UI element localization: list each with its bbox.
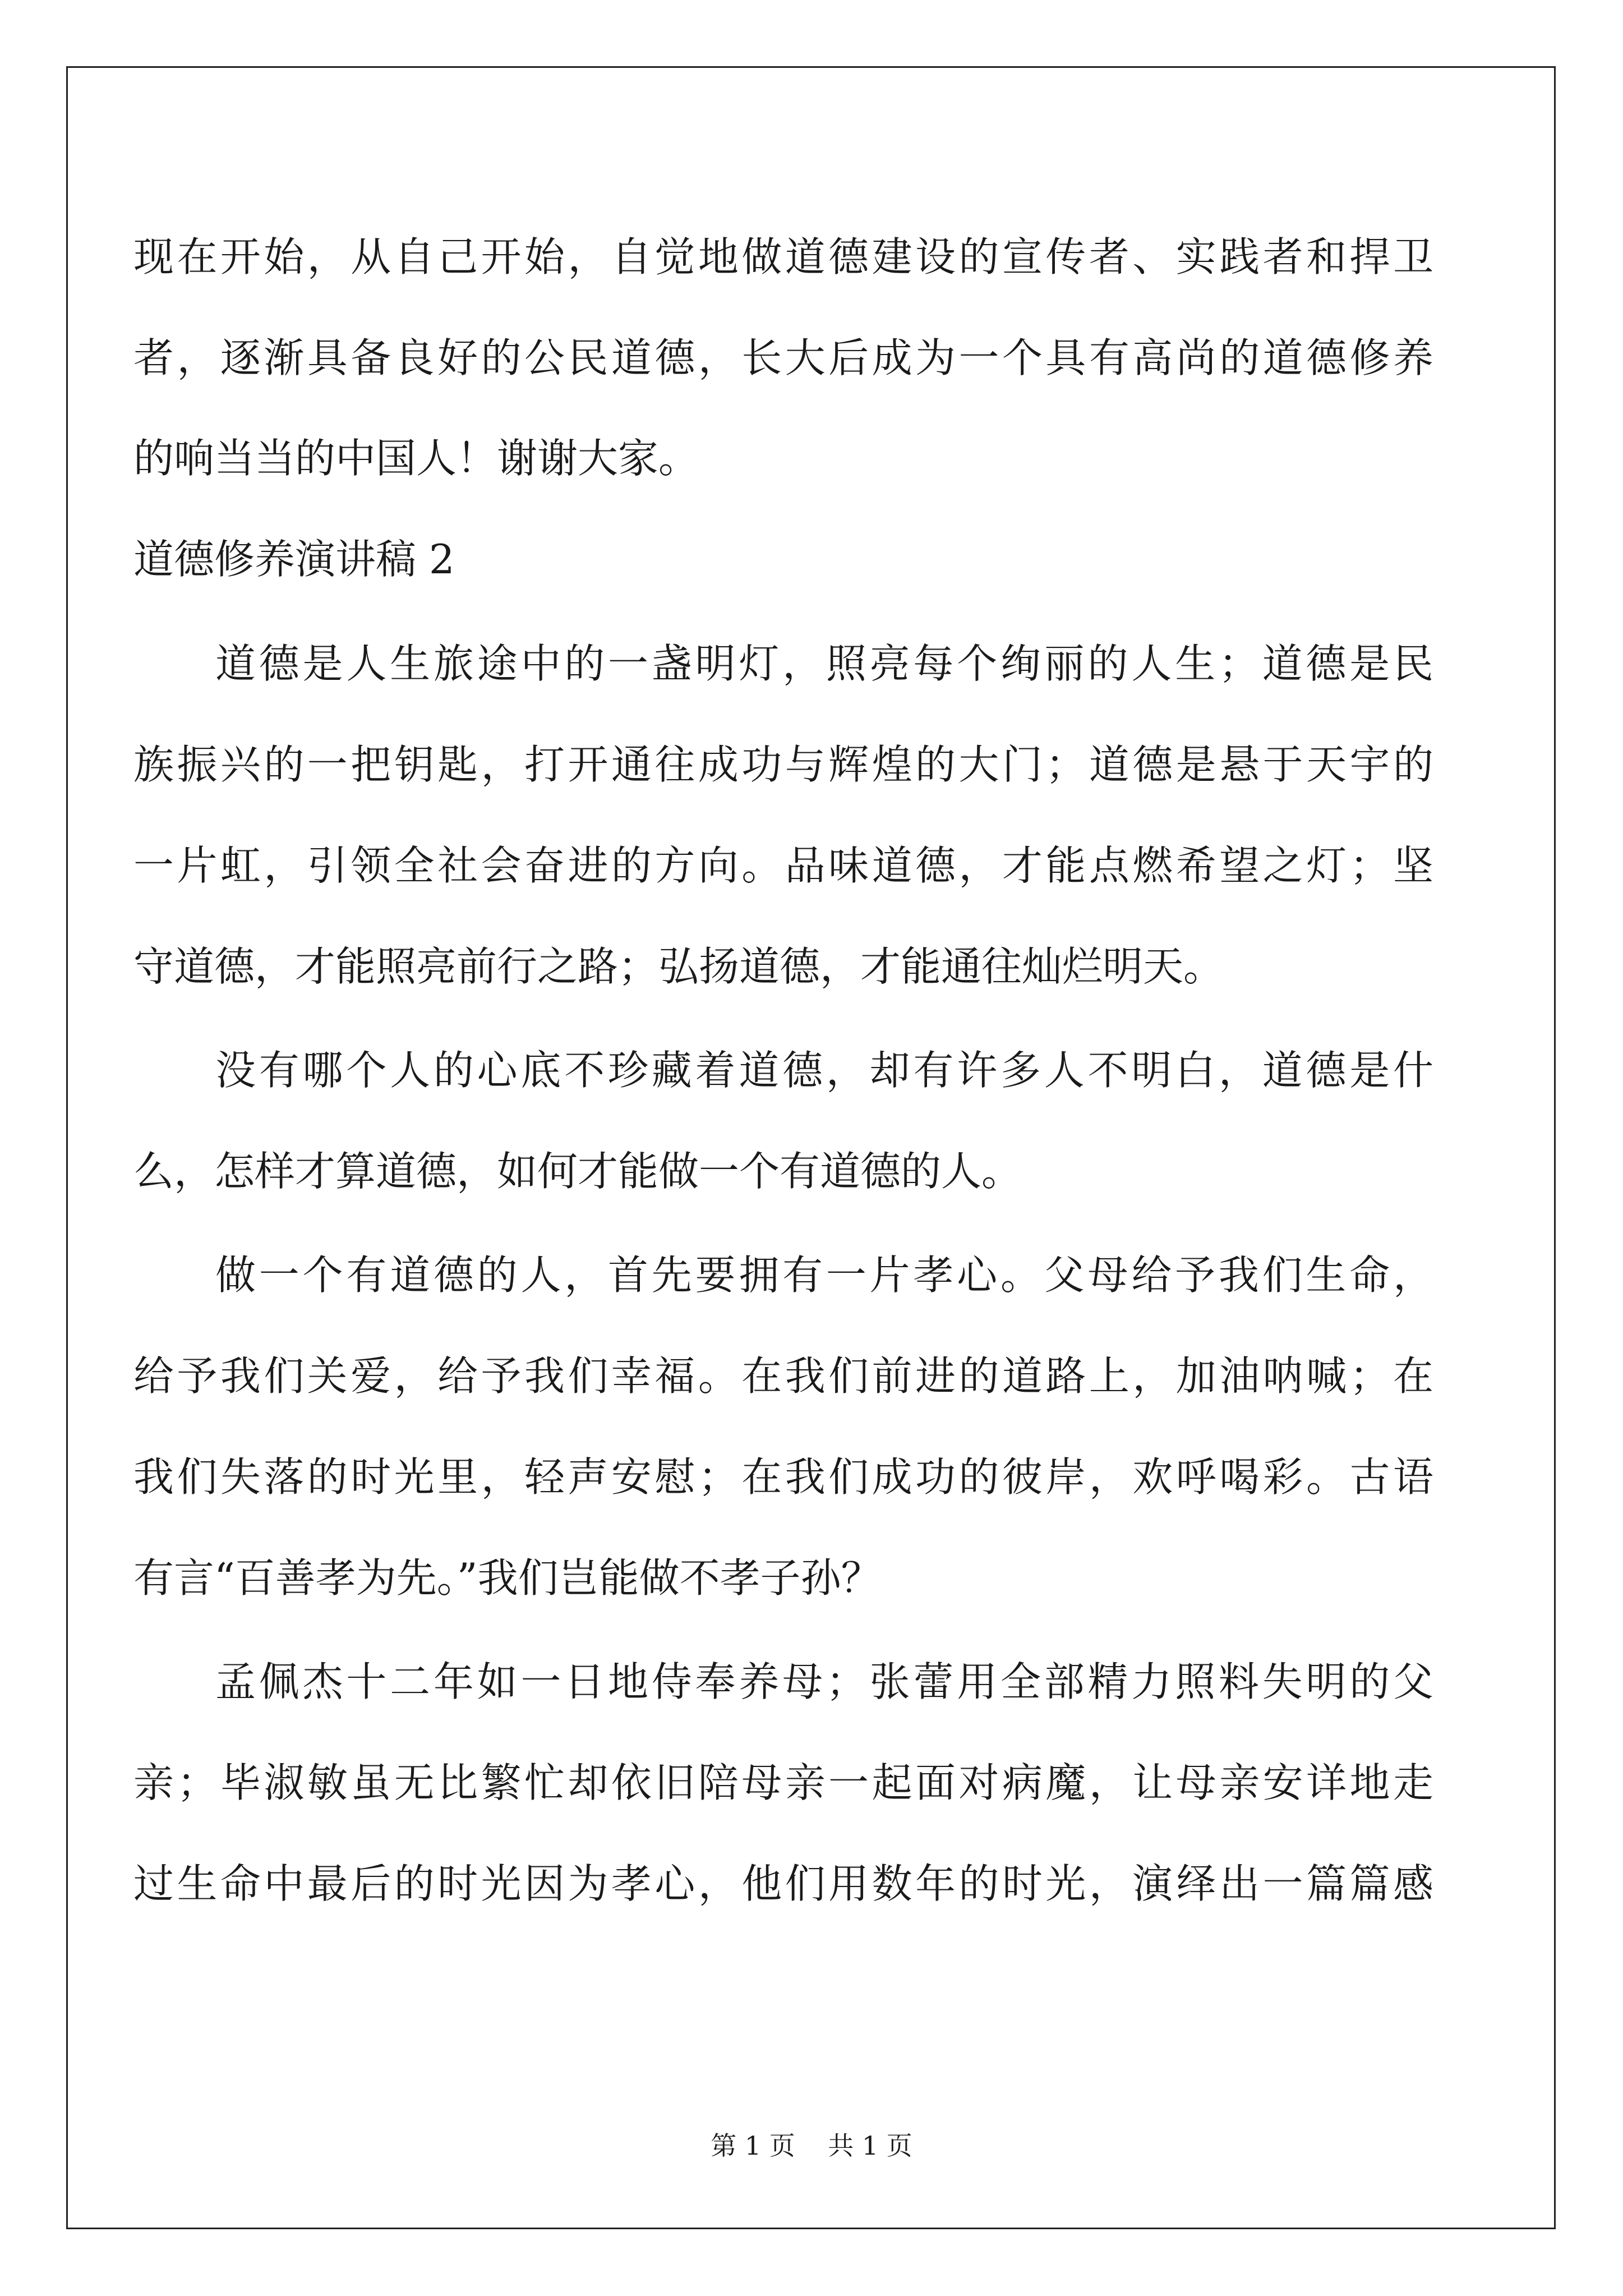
text-line: 亲；毕淑敏虽无比繁忙却依旧陪母亲一起面对病魔，让母亲安详地走 <box>133 1759 1433 1806</box>
text-line: 族振兴的一把钥匙，打开通往成功与辉煌的大门；道德是悬于天宇的 <box>133 741 1433 788</box>
text-line: 的响当当的中国人！谢谢大家。 <box>133 435 699 482</box>
text-line: 守道德，才能照亮前行之路；弘扬道德，才能通往灿烂明天。 <box>133 943 1224 990</box>
text-line: 过生命中最后的时光因为孝心，他们用数年的时光，演绎出一篇篇感 <box>133 1860 1433 1907</box>
text-line: 做一个有道德的人，首先要拥有一片孝心。父母给予我们生命， <box>215 1251 1433 1299</box>
text-line: 有言“百善孝为先。”我们岂能做不孝子孙？ <box>133 1554 882 1602</box>
text-line: 者，逐渐具备良好的公民道德，长大后成为一个具有高尚的道德修养 <box>133 334 1433 381</box>
section-heading: 道德修养演讲稿 2 <box>133 536 455 583</box>
text-line: 没有哪个人的心底不珍藏着道德，却有许多人不明白，道德是什 <box>215 1047 1433 1094</box>
page-number-footer: 第 1 页 共 1 页 <box>711 2131 912 2161</box>
text-line: 给予我们关爱，给予我们幸福。在我们前进的道路上，加油呐喊；在 <box>133 1352 1433 1400</box>
text-line: 么，怎样才算道德，如何才能做一个有道德的人。 <box>133 1148 1022 1195</box>
text-line: 现在开始，从自己开始，自觉地做道德建设的宣传者、实践者和捍卫 <box>133 233 1433 280</box>
text-line: 道德是人生旅途中的一盏明灯，照亮每个绚丽的人生；道德是民 <box>215 640 1433 687</box>
text-line: 一片虹，引领全社会奋进的方向。品味道德，才能点燃希望之灯；坚 <box>133 842 1433 889</box>
text-line: 我们失落的时光里，轻声安慰；在我们成功的彼岸，欢呼喝彩。古语 <box>133 1453 1433 1501</box>
text-line: 孟佩杰十二年如一日地侍奉养母；张蕾用全部精力照料失明的父 <box>215 1658 1433 1705</box>
